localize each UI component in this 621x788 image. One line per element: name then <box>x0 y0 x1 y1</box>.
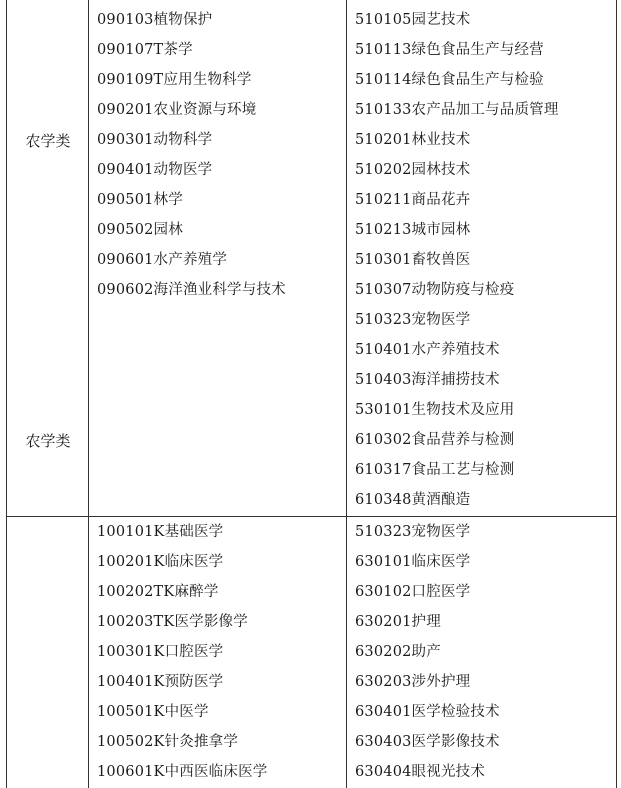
column-divider-1 <box>88 0 89 788</box>
list-item: 630403医学影像技术 <box>355 734 500 750</box>
list-item: 090107T茶学 <box>97 42 193 58</box>
list-item: 630202助产 <box>355 644 441 660</box>
list-item: 510211商品花卉 <box>355 192 471 208</box>
list-item: 090602海洋渔业科学与技术 <box>97 282 286 298</box>
list-item: 100502K针灸推拿学 <box>97 734 239 750</box>
list-item: 630401医学检验技术 <box>355 704 500 720</box>
list-item: 100203TK医学影像学 <box>97 614 248 630</box>
list-item: 100101K基础医学 <box>97 524 224 540</box>
list-item: 510403海洋捕捞技术 <box>355 372 500 388</box>
list-item: 090601水产养殖学 <box>97 252 228 268</box>
undergrad-major-list <box>97 5 286 305</box>
list-item: 510113绿色食品生产与经营 <box>355 42 544 58</box>
list-item: 610317食品工艺与检测 <box>355 462 515 478</box>
list-item: 090501林学 <box>97 192 183 208</box>
list-item: 530101生物技术及应用 <box>355 402 515 418</box>
list-item: 510202园林技术 <box>355 162 471 178</box>
list-item: 630201护理 <box>355 614 441 630</box>
list-item: 510201林业技术 <box>355 132 471 148</box>
list-item: 100301K口腔医学 <box>97 644 224 660</box>
list-item: 090103植物保护 <box>97 12 213 28</box>
table-border-left <box>6 0 7 788</box>
list-item: 100601K中西医临床医学 <box>97 764 268 780</box>
list-item: 610302食品营养与检测 <box>355 432 515 448</box>
table-border-right <box>616 0 617 788</box>
list-item: 510401水产养殖技术 <box>355 342 500 358</box>
list-item: 090301动物科学 <box>97 132 213 148</box>
list-item: 090201农业资源与环境 <box>97 102 257 118</box>
list-item: 510301畜牧兽医 <box>355 252 471 268</box>
list-item: 100202TK麻醉学 <box>97 584 219 600</box>
category-label: 农学类 <box>25 432 71 450</box>
list-item: 510213城市园林 <box>355 222 471 238</box>
undergrad-major-list <box>97 517 267 787</box>
list-item: 610348黄酒酿造 <box>355 492 471 508</box>
list-item: 630102口腔医学 <box>355 584 471 600</box>
vocational-major-list <box>355 5 559 515</box>
list-item: 630404眼视光技术 <box>355 764 486 780</box>
list-item: 630203涉外护理 <box>355 674 471 690</box>
list-item: 090502园林 <box>97 222 183 238</box>
vocational-major-list <box>355 517 500 787</box>
list-item: 510307动物防疫与检疫 <box>355 282 515 298</box>
list-item: 090401动物医学 <box>97 162 213 178</box>
column-divider-2 <box>346 0 347 788</box>
list-item: 630101临床医学 <box>355 554 471 570</box>
list-item: 100501K中医学 <box>97 704 209 720</box>
list-item: 510133农产品加工与品质管理 <box>355 102 559 118</box>
category-label: 农学类 <box>25 132 71 150</box>
list-item: 100201K临床医学 <box>97 554 224 570</box>
list-item: 510105园艺技术 <box>355 12 471 28</box>
list-item: 100401K预防医学 <box>97 674 224 690</box>
list-item: 510323宠物医学 <box>355 312 471 328</box>
list-item: 510323宠物医学 <box>355 524 471 540</box>
list-item: 510114绿色食品生产与检验 <box>355 72 544 88</box>
list-item: 090109T应用生物科学 <box>97 72 252 88</box>
